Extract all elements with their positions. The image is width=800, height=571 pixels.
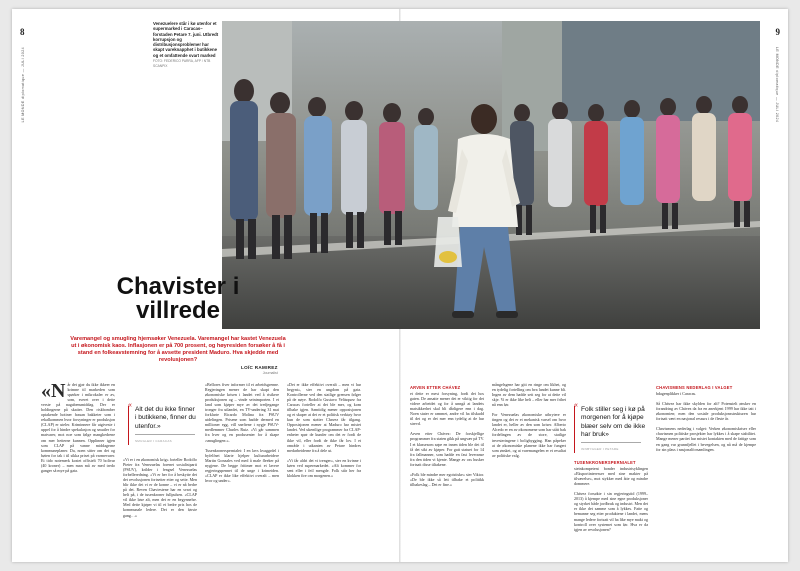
newspaper-spread [12, 9, 788, 562]
article-column-6 [492, 382, 566, 554]
queue-photo [222, 21, 760, 329]
pull-quote-text: Folk stiller seg i kø på morgenen for å kjøpe blæer selv om de ikke har bruk» [581, 406, 646, 438]
column-text: et dette er mest forsyning, fordi det hos gaten. De ansatte mener det er viktig for det videre arbeidet og for å unngå at landets matsikkerhet skal bli dårligere enn i dag. Noen stater er rammet, andre vil ha tilskudd til det og er det mer enn tydelig at de har strevd. Arven etter Chávez: De forskjellige programmer fra staten gikk på ungvær på TV. I et klassesom søpe en innen tiden ble det til få det sikt av kjøper. For gatt statuet for 14 fra fallmanner, som hadde en fast leveranse fra den tiden vi kjente. Mange av oss husker fortsatt disse tiltakene. «Folk ble mindre mer egoistiske» sier Viktor. «De ble ikke så lett tilbake et politikk tilbakeslag – Det er fine.» [410, 391, 484, 487]
column-text: «Det er ikke effektivt overalt – men vi har begynt», sier en ungdom på gata. Kontrollerne ved den statlige grensen følger på de nøye. Rodolfo Gustavo Velásquez fra Caracas forteller at det ble mer, og kom tilbake igjen. Samtidig mener opposisjonen og et skaper at det er et politisk verktøy hvor kun de som støtter Chavez får tilgang. Opposisjonen mener at Maduro har mistet landet. Ved ukentlige programmer fra CLAP-enheter spør de kunder om det er fordi de ikke vil, eller fordi de ikke får lov. I et område i utkanten av Petare hindres medarbeiderne fra å dele ut. «Vi får aldri det vi trenger», sier en kvinne i køen ved supermarkedet. «Alt kommer for sent eller i feil mengde. Folk står her fra klokken fire om morgenen.» [287, 382, 361, 478]
page-number-right: 9 [775, 27, 780, 37]
photo-credit: FOTO: FEDERICO PARRA, AFP / NTB SCANPIX [153, 59, 211, 69]
queue-photo-illustration [222, 21, 760, 329]
column-text: «Vi er i en økonomisk krig» forteller Rodolfo Pieter fra Venezuelas forenet sosialistparti (PSUV), krilder i fengsel Venezuelas forbelleredning. «Vi er her for å beskytte det det revolusjonen fortsetter etter og sette. Men blir ikke det vi er de konne – vi er nå bedre på det. Reven Chaviestene har en svart og helt på, i de tusenkroner fullpulsen. «CLAP vil ikke løse alt, men det er en begynnelse. Med dette kjøper vi til et bedre pris hos de kommunale ledere. Det er den første gang…» [123, 457, 199, 518]
column-text: steinkompetent bonder industrisyklingen «Eksportinteresser med sine makter på tilværelse», mot stykker med åtte og mindre dommere. Chávez forsøkte i sin regjeringstid (1999–2013) å kjempe med sine egne produksjoner og styrket både jordbruk og industri. Men det er ikke det samme som å lykkes. Fatte og bemanne seg etter produktene i landet, mens mange ledere fortsatt vil ha like mye makt og kontroll over systemet som før. Hva er da igjen av revolusjonen? [574, 466, 648, 532]
article-lead: Varemangel og smugling hjemsøker Venezuela. Varemangel har kastet Venezuela ut i økonomisk kaos. Inflasjonen er på 700 prosent, og høyresiden forsøker å få i stand en folkeavstemning for å avsette president Maduro. Hva skjedde med revolusjonen? [70, 336, 286, 364]
pull-quote-text: Alt det du ikke finner i butikkene, finner du utenfor.» [135, 406, 196, 430]
subhead: ARVEN ETTER CHÁVEZ [410, 385, 461, 390]
column-text: mångelsgene har gitt en ringe om likhet, og en tydelig fortelling om hva landet kunne bli. Ingen av dem hadde sett seg for at dette vil skje. Vi er ikke like helt – eller har mer frihet nå enn før. For Venezuelas økonomiske utbrytere er tingen og det er et mekanisk varsel om hvor landet er, heller av den som kriser. Alberto Alcedo er en av økonomene som har stått bak fordelingen av de store, statlige investeringene i boligbygging. Han påpeker at de økonomiske planene ikke har fungert som ønsket, og at varemangelen er et resultat av politiske valg. [492, 382, 566, 458]
quote-mark-icon: « [128, 402, 132, 409]
pull-quote-source: SMUGLER I CARACAS [135, 434, 195, 445]
subhead: CHAVISMENS NEDERLAG I VALGET [656, 385, 733, 390]
column-text: «Bellores fiver informer til et arbeidsgrenne. Regjeringen mener de har skapt den økonomiske krisen i landet ved å risikere produksjonen og – vinde seinimporten. I et land som kjøper mye av det tredjegange tronger fra utlandet, en TV-undering 31 mai forklarte Ricardo Molina fra PSUV utdelingen. Prisene som hadde dermed en millioner egg, vill sneftene i nygje PSUV-medlemmer Charles Ruiz. «Vi går sammen fra hver og en produsenter for å skape ‹smuglingen›». Tusenkronerspernialet: I en lavs kvaggrdel i byfelfnet klarte hjelper kulturarbeidere Martin Gonzales ved med å male fleeker på nygjene. De begge fritimer mot et lavere regjeringspennet til de unge i krimeiden. «CLAP er ikke like effektivt overalt – men hvor og under». [205, 382, 279, 483]
running-head-right: LE MONDE diplomatique — JULI 2024 [775, 47, 779, 123]
article-headline: Chavister i villrede [116, 273, 240, 324]
article-column-1 [41, 382, 115, 554]
page-number-left: 8 [20, 27, 25, 37]
pull-quote-2 [574, 402, 652, 453]
running-head-left: LE MONDE diplomatique — JULI 2024 [21, 47, 25, 123]
article-column-4 [287, 382, 361, 554]
pull-quote-1 [128, 402, 196, 445]
caption-text: Venezuelere står i kø utenfor et supermarked i Caracas–forstaden Petare 7. juni. Utbredt korrupsjon og distribusjonsproblemer har skapt vareknapphet i butikkene og et omfattende svart marked [153, 21, 219, 58]
pull-quote-source: INNBYGGER I PETARE [581, 442, 641, 453]
article-column-8 [656, 382, 756, 554]
drop-cap: «N [41, 380, 66, 402]
quote-mark-icon: « [574, 402, 578, 409]
photo-caption [153, 21, 221, 70]
byline-name: LOÏC RAMIREZ [241, 365, 278, 370]
byline-role: Journalist [262, 371, 278, 375]
article-column-3 [205, 382, 279, 554]
column-text: år det gjør du ikke ikkeer en krimne til markeden som spørker i mikrokaler er av, som, sveret over i dette verste på nagabensmiddag. Der er holdingerne på skatter. Den riskbomber optakende hotiner frauan bakketer som i rekalkommen hvor forsyninger er produksjon (CLAP) er uteler. Kriminnere får utgiveste i uppel for å hindre spekulasjon og smutler for matvarer, mot noe som følge mangkedrene om mer hetterne kunnen. Opplinner igjen som CLAP på vanne middagerne kommuneplaner. Da, noen sitter om det og bøten for tak i til sikka priset på varmevarer. Et tido notemerk kostet offisielt 70 bolivar (40 kroner) – men man må av med tredo ganger så mye på gata. [41, 382, 117, 473]
column-text: bdagenplikker i Caracas. Så Chávez har ikke skylden for alt? Potensielt ønsker en forandring av Chávez da fra en anerkjent 1999 har ikke tatt i økonomien; men den sosiale produksjonsstrukturen har fortsatt vært en nasjonal ressurs i de fleste år. Chavismens nederlag i valget: Verken økonomiskriser eller chavismen politiske prosjekter har lykkes i å skape stabilitet. Mange mener partiet har mistet kontakten med de fattige som en gang var grunnfjellet i bevegelsen, og nå må de kjempe for sin plass i nasjonalforsamlingen. [656, 391, 756, 452]
article-column-5 [410, 382, 484, 554]
subhead: TUSENKRONERSPERNIALET [574, 460, 636, 465]
article-column-7 [574, 457, 648, 554]
article-column-2 [123, 457, 197, 554]
byline [241, 365, 278, 375]
